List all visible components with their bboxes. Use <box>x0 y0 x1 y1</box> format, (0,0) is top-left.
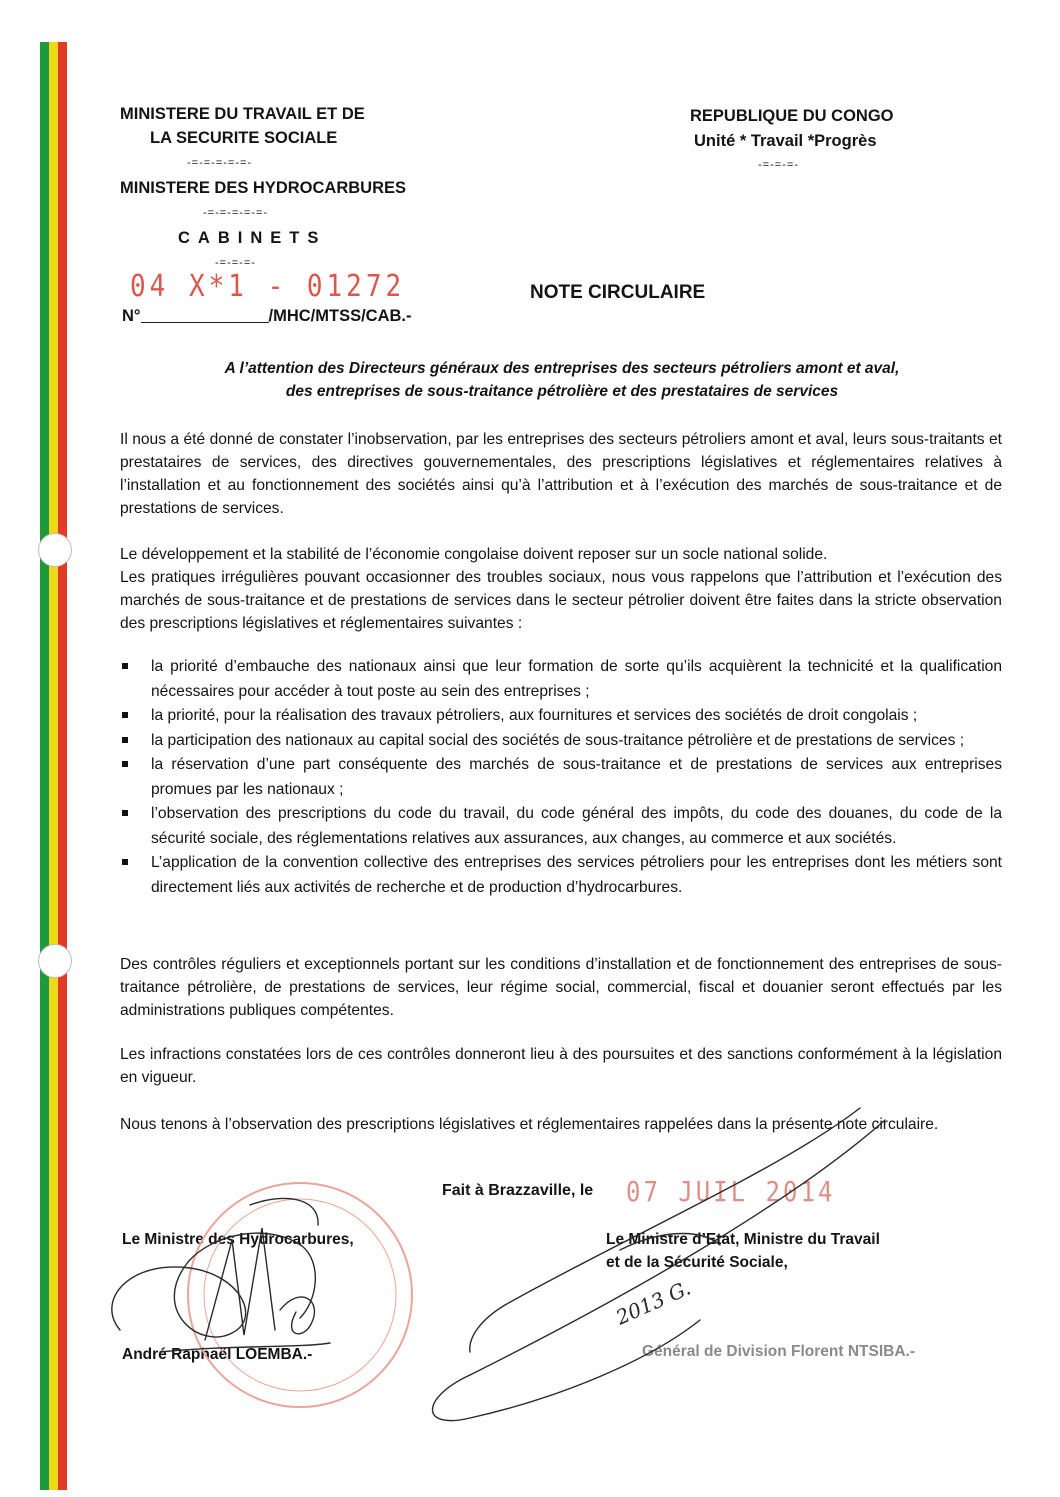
official-seal <box>188 1183 412 1407</box>
ministry-labor-line1: MINISTERE DU TRAVAIL ET DE <box>120 105 365 123</box>
paragraph-practices: Les pratiques irrégulières pouvant occasionner des troubles sociaux, nous vous rappelons que l’attribution et l’exécution des marchés de sous-traitance et de prestations de services dans le secteur pétrolier doivent être faites dans la stricte observation des prescriptions législatives et réglementaires suivantes : <box>120 569 1002 632</box>
date-stamp: 07 JUIL 2014 <box>626 1175 836 1209</box>
header-separator: -=-=-=-=-=- <box>203 207 269 219</box>
handwritten-note: 2013 G. <box>612 1275 695 1330</box>
paragraph-controls: Des contrôles réguliers et exceptionnels portant sur les conditions d’installation et de fonctionnement des entreprises de sous-traitance pétrolière, de prestations de services, leur régime social, commercial, fiscal et douanier seront effectués par les administrations publiques compétentes. <box>120 956 1002 1019</box>
list-item-text: la réservation d’une part conséquente des marchés de sous-traitance et de prestations de services aux entreprises promues par les nationaux ; <box>151 756 1002 798</box>
paragraph-development: Le développement et la stabilité de l’économie congolaise doivent reposer sur un socle national solide. <box>120 546 828 563</box>
paragraph-infractions: Les infractions constatées lors de ces contrôles donneront lieu à des poursuites et des sanctions conformément à la législation en vigueur. <box>120 1046 1002 1086</box>
attention-line: des entreprises de sous-traitance pétrolière et des prestataires de services <box>285 383 839 400</box>
reference-prefix: N° <box>122 307 141 325</box>
list-item-text: l’observation des prescriptions du code du travail, du code général des impôts, du code des douanes, du code de la sécurité sociale, des réglementations relatives aux assurances, aux changes, au commerce et aux sociétés. <box>151 805 1002 847</box>
header-separator: -=-=-=- <box>758 159 799 171</box>
list-item-text: la priorité d’embauche des nationaux ainsi que leur formation de sorte qu’ils acquièrent la technicité et la qualification nécessaires pour accéder à tout poste au sein des entreprises ; <box>151 658 1002 700</box>
reference-suffix: /MHC/MTSS/CAB.- <box>268 307 412 325</box>
header-separator: -=-=-=-=-=- <box>187 157 253 169</box>
right-signatory-title-line1: Le Ministre d’Etat, Ministre du Travail <box>606 1231 880 1248</box>
signature-right <box>433 1108 886 1421</box>
attention-line: A l’attention des Directeurs généraux des entreprises des secteurs pétroliers amont et aval, <box>224 360 900 377</box>
ministry-hydrocarbons: MINISTERE DES HYDROCARBURES <box>120 179 407 197</box>
republic-label: REPUBLIQUE DU CONGO <box>690 107 894 125</box>
right-signatory-title-line2: et de la Sécurité Sociale, <box>606 1254 788 1271</box>
list-item-text: la participation des nationaux au capital social des sociétés de sous-traitance pétrolière et de prestations de services ; <box>151 731 965 749</box>
right-signatory-name: Général de Division Florent NTSIBA.- <box>642 1343 916 1360</box>
place-of-signature: Fait à Brazzaville, le <box>442 1182 594 1199</box>
ministry-labor-line2: LA SECURITE SOCIALE <box>150 129 338 147</box>
reference-number-stamp: 04 X*1 - 01272 <box>130 269 406 305</box>
left-signatory-name: André Raphaël LOEMBA.- <box>122 1346 313 1363</box>
document-title: NOTE CIRCULAIRE <box>530 282 706 303</box>
left-signatory-title: Le Ministre des Hydrocarbures, <box>122 1231 354 1248</box>
cabinets-label: CABINETS <box>178 229 327 247</box>
list-item-text: la priorité, pour la réalisation des travaux pétroliers, aux fournitures et services des sociétés de droit congolais ; <box>151 707 918 724</box>
paragraph-observation: Il nous a été donné de constater l’inobservation, par les entreprises des secteurs pétroliers amont et aval, leurs sous-traitants et prestataires de services, des directives gouvernementales, des prescriptions législatives et réglementaires relatives à l’installation et au fonctionnement des sociétés ainsi qu’à l’attribution et à l’exécution des marchés de sous-traitance et de prestations de services. <box>120 431 1002 517</box>
national-motto: Unité * Travail *Progrès <box>694 132 877 150</box>
list-item-text: L’application de la convention collective des entreprises des services pétroliers pour les entreprises dont les métiers sont directement liés aux activités de recherche et de production d’hydrocarbures. <box>151 854 1002 896</box>
paragraph-closing: Nous tenons à l’observation des prescriptions législatives et réglementaires rappelées dans la présente note circulaire. <box>120 1116 939 1133</box>
signature-left <box>112 1198 330 1352</box>
header-separator: -=-=-=- <box>215 257 256 269</box>
